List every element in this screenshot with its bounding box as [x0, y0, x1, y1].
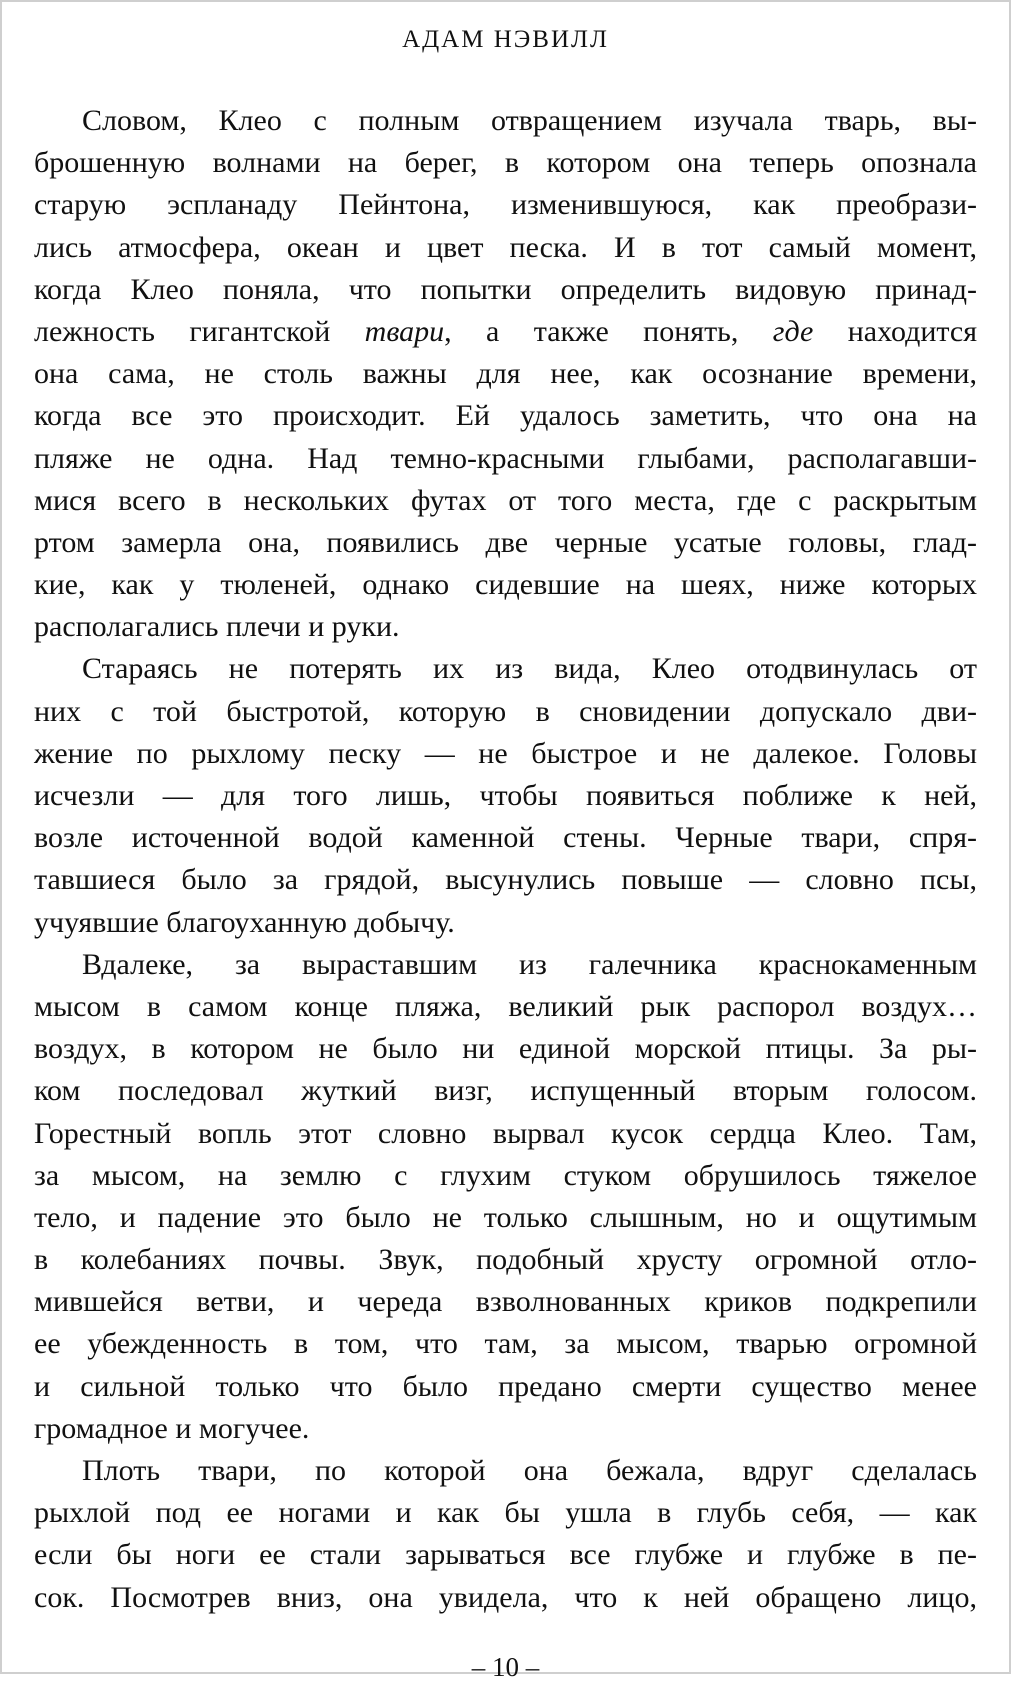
italic-emphasis: твари	[364, 314, 445, 348]
text-line: исчезли — для того лишь, чтобы появиться поближе к ней,	[34, 779, 977, 812]
text-line: ртом замерла она, появились две черные усатые головы, глад-	[34, 525, 977, 559]
text-line: рыхлой под ее ногами и как бы ушла в глубь себя, — как	[34, 1496, 977, 1530]
text-line: Словом, Клео с полным отвращением изучала тварь, вы-	[82, 104, 977, 137]
text-line: когда Клео поняла, что попытки определить видовую принад-	[34, 272, 977, 306]
paragraph	[34, 944, 977, 1450]
text-line: лись атмосфера, океан и цвет песка. И в тот самый момент,	[34, 230, 977, 264]
paragraph	[34, 1450, 977, 1619]
text-line: и сильной только что было предано смерти существо менее	[34, 1369, 977, 1403]
text-line: ком последовал жуткий визг, испущенный вторым голосом.	[34, 1074, 977, 1108]
text-line: сок. Посмотрев вниз, она увидела, что к ней обращено лицо,	[34, 1580, 977, 1614]
text-line: тавшиеся было за грядой, высунулись повыше — словно псы,	[34, 863, 977, 897]
text-line: Вдалеке, за выраставшим из галечника краснокаменным	[82, 947, 977, 981]
text-line: громадное и могучее.	[34, 1411, 310, 1445]
page-body-text	[34, 100, 977, 1619]
text-line: мысом в самом конце пляжа, великий рык распорол воздух…	[34, 989, 977, 1023]
text-line: тело, и падение это было не только слышным, но и ощутимым	[34, 1200, 977, 1234]
text-line: учуявшие благоуханную добычу.	[34, 905, 455, 939]
text-segment: находится	[813, 314, 977, 348]
text-segment: лежность гигантской	[34, 314, 365, 348]
text-segment: , а также понять,	[444, 314, 773, 348]
page-number: – 10 –	[471, 1652, 540, 1682]
text-line: брошенную волнами на берег, в котором она теперь опознала	[34, 146, 977, 180]
text-line: в колебаниях почвы. Звук, подобный хрусту огромной отло-	[34, 1243, 977, 1277]
text-line: ее убежденность в том, что там, за мысом, тварью огромной	[34, 1327, 977, 1361]
italic-emphasis: где	[772, 314, 814, 348]
text-line	[34, 311, 977, 353]
text-line: Плоть твари, по которой она бежала, вдруг сделалась	[82, 1454, 977, 1487]
text-line: Стараясь не потерять их из вида, Клео отодвинулась от	[82, 652, 977, 686]
text-line: располагались плечи и руки.	[34, 610, 400, 644]
text-line: она сама, не столь важны для нее, как осознание времени,	[34, 357, 977, 391]
paragraph	[34, 648, 977, 943]
text-line: пляже не одна. Над темно-красными глыбами, располагавши-	[34, 441, 977, 475]
running-header-author: АДАМ НЭВИЛЛ	[402, 26, 609, 53]
text-line: Горестный вопль этот словно вырвал кусок сердца Клео. Там,	[34, 1116, 977, 1150]
text-line: за мысом, на землю с глухим стуком обрушилось тяжелое	[34, 1158, 977, 1192]
text-line: когда все это происходит. Ей удалось заметить, что она на	[34, 399, 977, 433]
text-line: воздух, в котором не было ни единой морской птицы. За ры-	[34, 1032, 977, 1066]
text-line: если бы ноги ее стали зарываться все глубже и глубже в пе-	[34, 1538, 977, 1572]
text-line: старую эспланаду Пейнтона, изменившуюся, как преобрази-	[34, 188, 977, 222]
text-line: мися всего в нескольких футах от того места, где с раскрытым	[34, 483, 977, 517]
text-line: них с той быстротой, которую в сновидении допускало дви-	[34, 694, 977, 728]
text-line: мившейся ветви, и череда взволнованных криков подкрепили	[34, 1285, 977, 1319]
text-line: кие, как у тюленей, однако сидевшие на шеях, ниже которых	[34, 568, 977, 602]
text-line: возле источенной водой каменной стены. Черные твари, спря-	[34, 821, 977, 855]
paragraph	[34, 100, 977, 648]
text-line: жение по рыхлому песку — не быстрое и не далекое. Головы	[34, 736, 977, 770]
